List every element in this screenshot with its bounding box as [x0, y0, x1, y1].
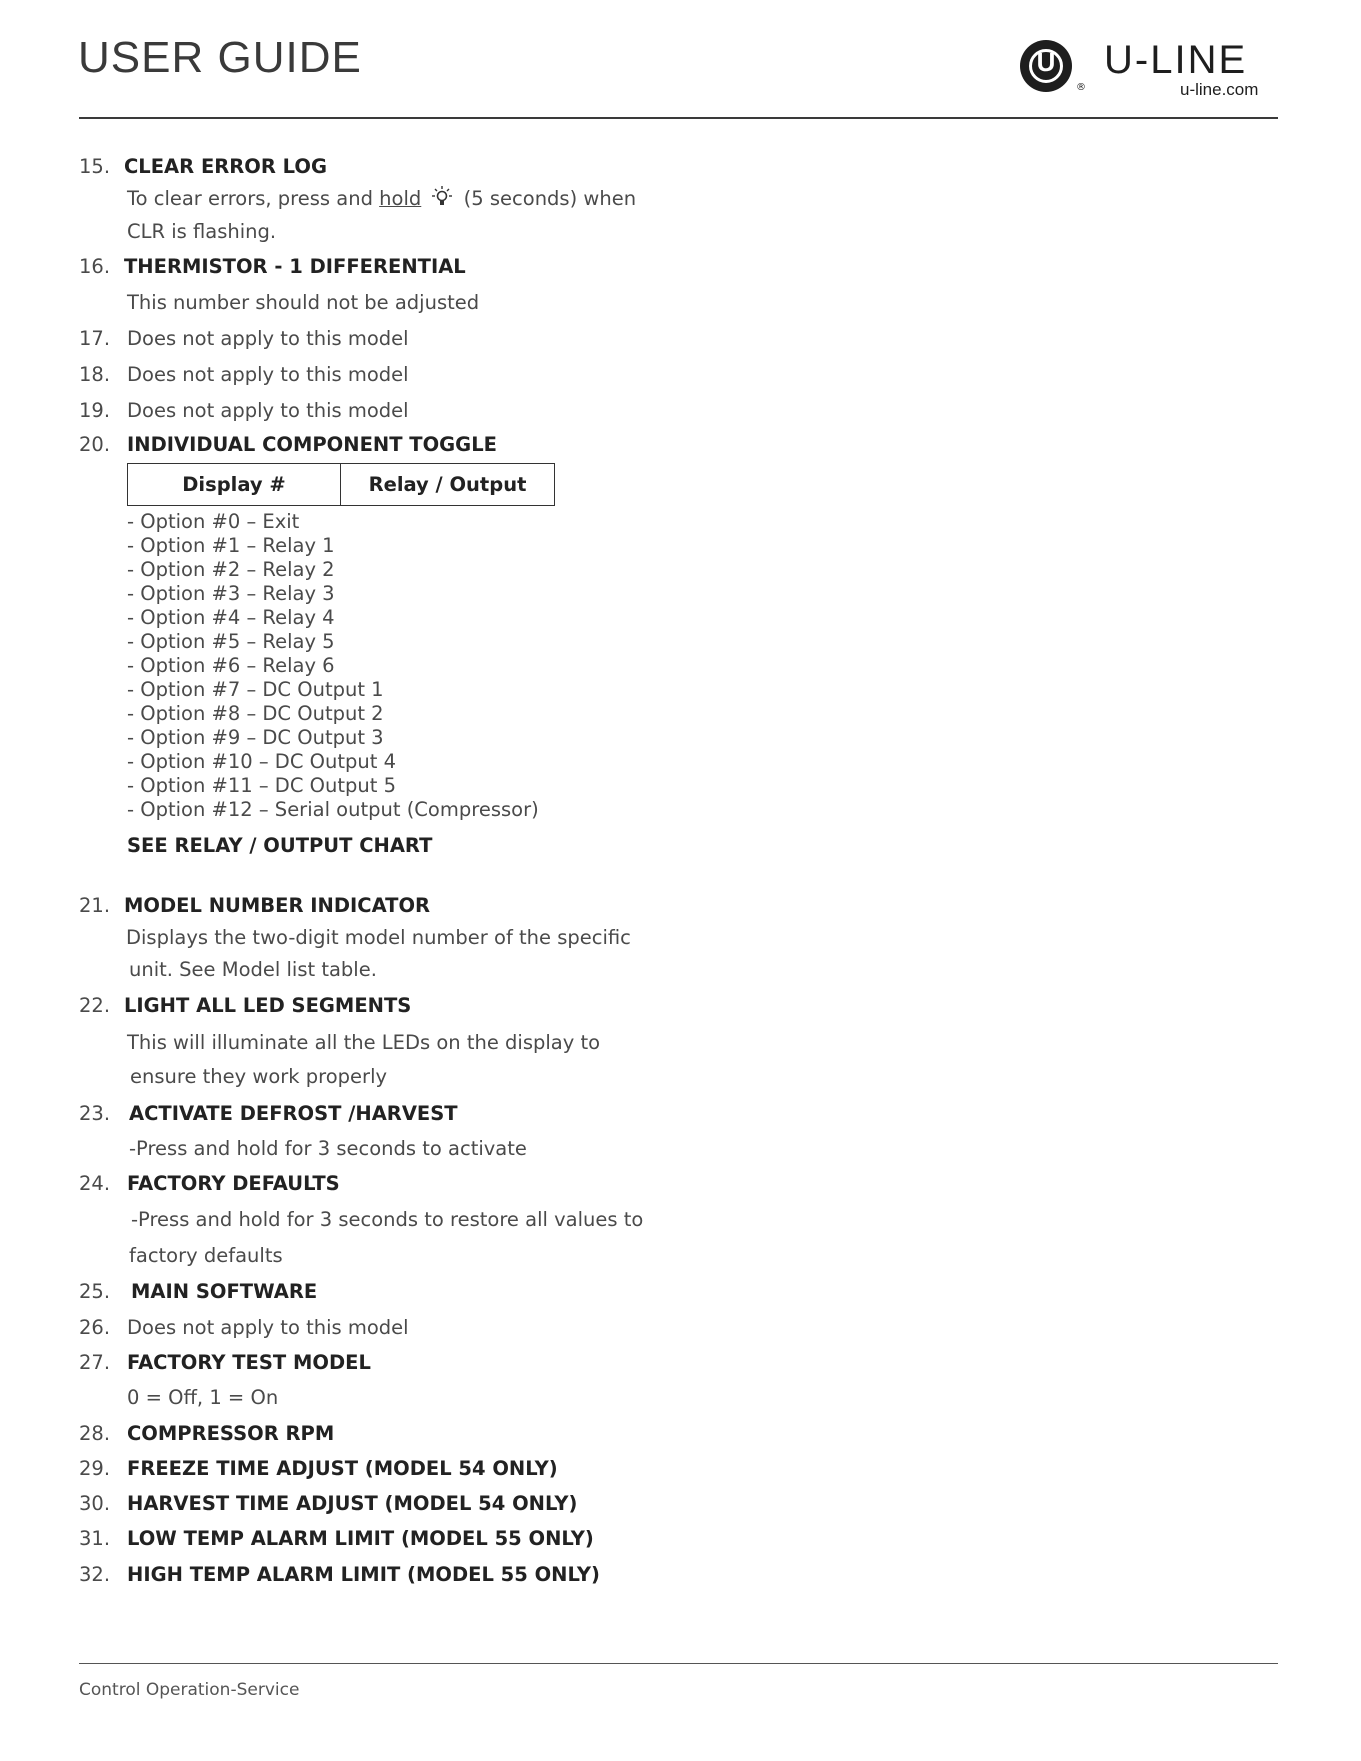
- item-title: LOW TEMP ALARM LIMIT (MODEL 55 ONLY): [127, 1527, 594, 1550]
- item-number: 32.: [79, 1563, 111, 1586]
- page-title: USER GUIDE: [78, 33, 362, 82]
- item-text: Does not apply to this model: [127, 363, 409, 386]
- item-number: 15.: [79, 155, 111, 178]
- list-item: - Option #5 – Relay 5: [127, 630, 335, 653]
- item-title: CLEAR ERROR LOG: [124, 155, 327, 178]
- item-title: LIGHT ALL LED SEGMENTS: [124, 994, 412, 1017]
- table-header-relay: Relay / Output: [368, 473, 527, 496]
- brand-name: U-LINE: [1104, 38, 1248, 82]
- list-item: - Option #12 – Serial output (Compressor): [127, 798, 539, 821]
- item-description-cont: factory defaults: [129, 1244, 283, 1267]
- item-number: 18.: [79, 363, 111, 386]
- list-item: - Option #4 – Relay 4: [127, 606, 335, 629]
- item-title: MODEL NUMBER INDICATOR: [124, 894, 431, 917]
- item-description: This number should not be adjusted: [127, 291, 480, 314]
- list-item: - Option #6 – Relay 6: [127, 654, 335, 677]
- item-number: 27.: [79, 1351, 111, 1374]
- item-number: 28.: [79, 1422, 111, 1445]
- lightbulb-icon: [429, 186, 455, 210]
- list-item: - Option #1 – Relay 1: [127, 534, 335, 557]
- item-number: 19.: [79, 399, 111, 422]
- item-number: 29.: [79, 1457, 111, 1480]
- item-title: HARVEST TIME ADJUST (MODEL 54 ONLY): [127, 1492, 578, 1515]
- item-number: 26.: [79, 1316, 111, 1339]
- item-number: 25.: [79, 1280, 111, 1303]
- list-item: - Option #2 – Relay 2: [127, 558, 335, 581]
- item-title: MAIN SOFTWARE: [131, 1280, 318, 1303]
- registered-mark: ®: [1076, 82, 1086, 93]
- item-description: -Press and hold for 3 seconds to activate: [129, 1137, 527, 1160]
- list-item: - Option #9 – DC Output 3: [127, 726, 384, 749]
- item-description: To clear errors, press and hold (5 seconds) when: [127, 187, 637, 210]
- item-title: FREEZE TIME ADJUST (MODEL 54 ONLY): [127, 1457, 558, 1480]
- list-item: - Option #7 – DC Output 1: [127, 678, 384, 701]
- item-text: Does not apply to this model: [127, 399, 409, 422]
- item-description-cont: CLR is flashing.: [127, 220, 277, 243]
- footer-text: Control Operation-Service: [79, 1680, 300, 1700]
- header-divider: [79, 117, 1278, 119]
- item-number: 21.: [79, 894, 111, 917]
- item-title: INDIVIDUAL COMPONENT TOGGLE: [127, 433, 497, 456]
- item-description-cont: unit. See Model list table.: [129, 958, 377, 981]
- table-header-display: Display #: [128, 464, 341, 505]
- list-item: - Option #10 – DC Output 4: [127, 750, 396, 773]
- item-number: 24.: [79, 1172, 111, 1195]
- item-title: FACTORY TEST MODEL: [127, 1351, 371, 1374]
- list-item: - Option #3 – Relay 3: [127, 582, 335, 605]
- item-title: FACTORY DEFAULTS: [127, 1172, 340, 1195]
- item-description: -Press and hold for 3 seconds to restore all values to: [131, 1208, 644, 1231]
- item-description: Displays the two-digit model number of the specific: [126, 926, 631, 949]
- item-number: 31.: [79, 1527, 111, 1550]
- hold-text: hold: [379, 187, 422, 210]
- item-title: ACTIVATE DEFROST /HARVEST: [129, 1102, 458, 1125]
- item-title: THERMISTOR - 1 DIFFERENTIAL: [124, 255, 466, 278]
- item-description-cont: ensure they work properly: [130, 1065, 388, 1088]
- list-item: - Option #8 – DC Output 2: [127, 702, 384, 725]
- item-text: Does not apply to this model: [127, 1316, 409, 1339]
- item-number: 16.: [79, 255, 111, 278]
- item-number: 23.: [79, 1102, 111, 1125]
- toggle-table-header: [127, 463, 555, 506]
- item-title: HIGH TEMP ALARM LIMIT (MODEL 55 ONLY): [127, 1563, 600, 1586]
- item-number: 30.: [79, 1492, 111, 1515]
- list-item: - Option #0 – Exit: [127, 510, 300, 533]
- footer-divider: [79, 1663, 1278, 1664]
- item-number: 17.: [79, 327, 111, 350]
- item-title: COMPRESSOR RPM: [127, 1422, 335, 1445]
- brand-url: u-line.com: [1180, 80, 1259, 99]
- list-item: - Option #11 – DC Output 5: [127, 774, 396, 797]
- item-number: 20.: [79, 433, 111, 456]
- item-text: Does not apply to this model: [127, 327, 409, 350]
- logo-mark-icon: U: [1020, 40, 1072, 92]
- brand-logo: [1020, 36, 1280, 106]
- see-chart-note: SEE RELAY / OUTPUT CHART: [127, 834, 433, 857]
- item-description: 0 = Off, 1 = On: [127, 1386, 279, 1409]
- item-number: 22.: [79, 994, 111, 1017]
- item-description: This will illuminate all the LEDs on the display to: [127, 1031, 601, 1054]
